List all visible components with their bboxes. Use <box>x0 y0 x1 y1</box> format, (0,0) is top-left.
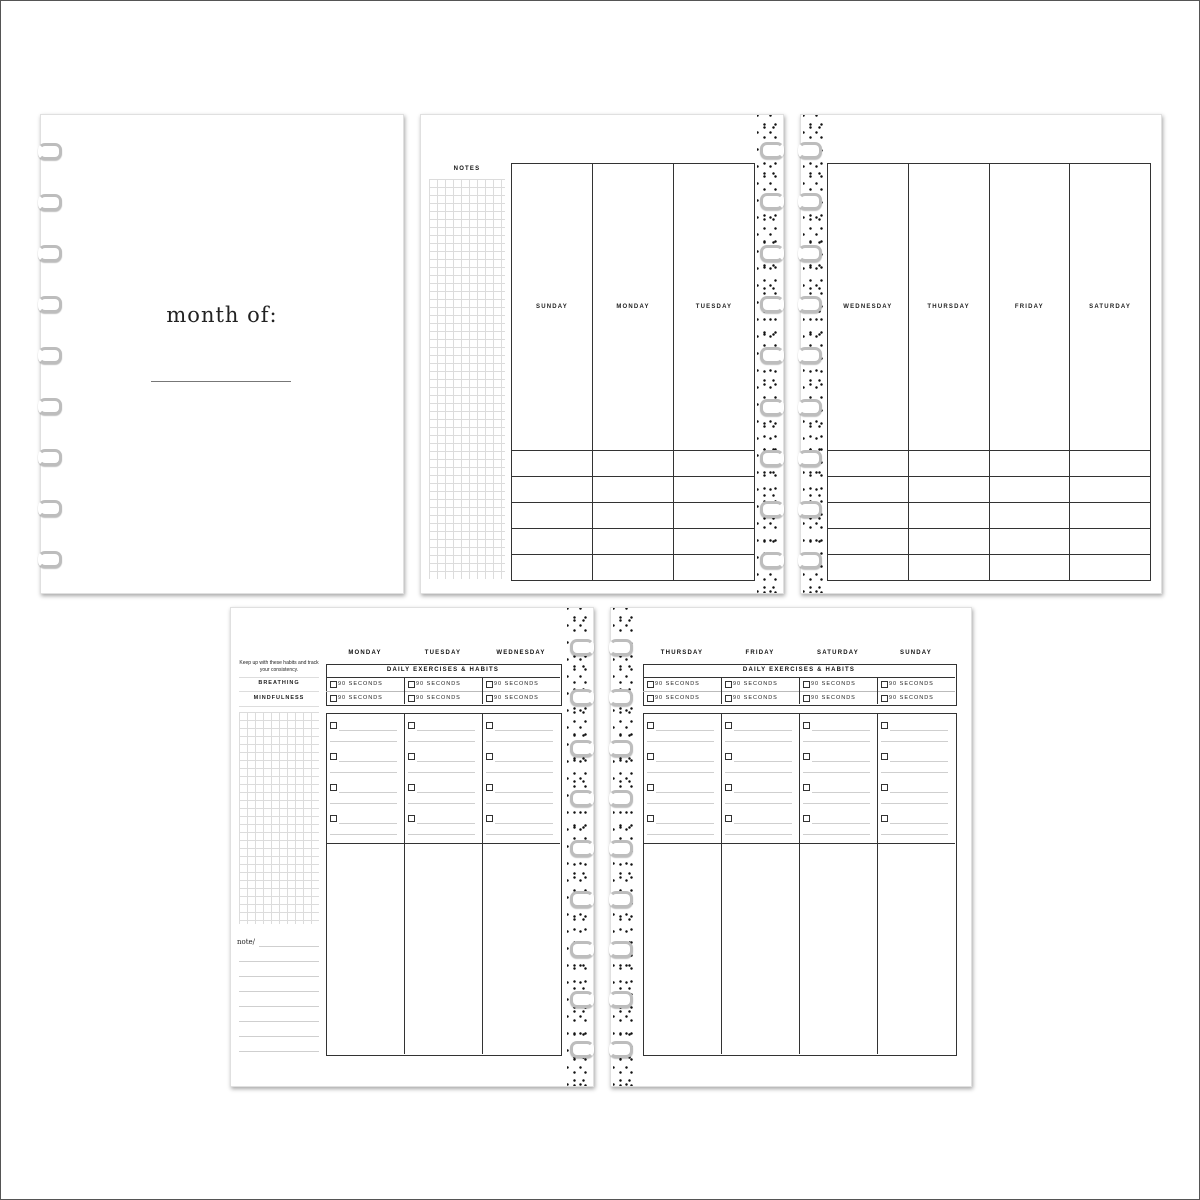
divider <box>877 677 878 704</box>
todo-line[interactable] <box>330 834 397 835</box>
calendar-week-row <box>828 450 1151 476</box>
binder-ring <box>798 193 822 210</box>
cover-page <box>40 114 404 594</box>
binder-ring <box>609 790 633 807</box>
monthly-calendar-right <box>827 163 1151 581</box>
binder-ring <box>798 552 822 569</box>
todo-checkbox[interactable] <box>408 815 415 822</box>
todo-line[interactable] <box>803 772 870 773</box>
habit-duration: 90 SECONDS <box>733 680 778 687</box>
calendar-week-row <box>512 502 755 528</box>
calendar-day-cell[interactable] <box>674 502 755 528</box>
calendar-day-cell[interactable] <box>908 528 989 554</box>
notes-grid[interactable] <box>239 712 319 924</box>
binder-ring <box>760 347 784 364</box>
note-line[interactable] <box>239 1051 319 1052</box>
monthly-calendar-left <box>511 163 755 581</box>
calendar-day-cell[interactable] <box>828 502 909 528</box>
binder-ring <box>798 347 822 364</box>
day-header-tuesday: TUESDAY <box>674 164 755 451</box>
binder-ring <box>609 941 633 958</box>
habit-duration: 90 SECONDS <box>889 694 934 701</box>
todo-line[interactable] <box>734 792 792 793</box>
todo-line[interactable] <box>812 823 870 824</box>
divider <box>239 706 319 707</box>
binder-ring <box>798 296 822 313</box>
day-header-wednesday: WEDNESDAY <box>496 650 546 656</box>
todo-line[interactable] <box>725 834 792 835</box>
day-header-sunday: SUNDAY <box>900 650 932 656</box>
habit-checkbox[interactable] <box>486 695 493 702</box>
todo-line[interactable] <box>408 741 475 742</box>
todo-checkbox[interactable] <box>647 815 654 822</box>
divider <box>721 713 722 1054</box>
todo-line[interactable] <box>725 772 792 773</box>
divider <box>326 691 560 692</box>
binder-ring <box>570 840 594 857</box>
todo-line[interactable] <box>417 761 475 762</box>
todo-line[interactable] <box>656 730 714 731</box>
todo-line[interactable] <box>890 792 948 793</box>
monthly-right-page <box>800 114 1162 594</box>
divider <box>482 677 483 704</box>
habit-duration: 90 SECONDS <box>416 680 461 687</box>
habit-checkbox[interactable] <box>803 681 810 688</box>
calendar-week-row <box>828 554 1151 580</box>
binder-ring <box>38 296 62 313</box>
todo-checkbox[interactable] <box>803 815 810 822</box>
binder-ring <box>570 740 594 757</box>
todo-line[interactable] <box>734 761 792 762</box>
todo-checkbox[interactable] <box>881 815 888 822</box>
todo-line[interactable] <box>486 834 553 835</box>
todo-line[interactable] <box>656 792 714 793</box>
todo-line[interactable] <box>647 834 714 835</box>
todo-line[interactable] <box>881 741 948 742</box>
binder-ring <box>798 501 822 518</box>
todo-line[interactable] <box>890 823 948 824</box>
calendar-day-cell[interactable] <box>674 528 755 554</box>
habits-section-title: DAILY EXERCISES & HABITS <box>386 667 500 673</box>
habit-duration: 90 SECONDS <box>494 694 539 701</box>
todo-line[interactable] <box>486 772 553 773</box>
habit-duration: 90 SECONDS <box>338 694 383 701</box>
habit-checkbox[interactable] <box>803 695 810 702</box>
binder-ring <box>760 142 784 159</box>
todo-line[interactable] <box>812 761 870 762</box>
todo-checkbox[interactable] <box>330 753 337 760</box>
todo-line[interactable] <box>725 803 792 804</box>
todo-checkbox[interactable] <box>408 784 415 791</box>
binder-ring <box>570 790 594 807</box>
weekly-right-page <box>610 607 972 1087</box>
calendar-day-cell[interactable] <box>989 502 1070 528</box>
todo-line[interactable] <box>647 803 714 804</box>
binder-ring <box>760 193 784 210</box>
todo-table <box>643 713 957 1056</box>
todo-checkbox[interactable] <box>486 784 493 791</box>
binder-ring <box>760 399 784 416</box>
weekly-left-page <box>230 607 594 1087</box>
habit-checkbox[interactable] <box>330 695 337 702</box>
calendar-week-row <box>512 476 755 502</box>
todo-checkbox[interactable] <box>486 722 493 729</box>
todo-line[interactable] <box>486 741 553 742</box>
note-line[interactable] <box>239 1036 319 1037</box>
binder-ring <box>760 552 784 569</box>
note-line[interactable] <box>239 991 319 992</box>
calendar-day-cell[interactable] <box>828 528 909 554</box>
divider <box>643 843 955 844</box>
todo-line[interactable] <box>734 730 792 731</box>
todo-table <box>326 713 562 1056</box>
todo-checkbox[interactable] <box>803 753 810 760</box>
calendar-day-cell[interactable] <box>908 476 989 502</box>
todo-checkbox[interactable] <box>725 722 732 729</box>
calendar-day-cell[interactable] <box>512 554 593 580</box>
binder-ring <box>570 1041 594 1058</box>
habit-duration: 90 SECONDS <box>811 680 856 687</box>
divider <box>326 677 560 678</box>
habit-checkbox[interactable] <box>725 681 732 688</box>
binder-ring <box>570 991 594 1008</box>
divider <box>404 677 405 704</box>
habit-duration: 90 SECONDS <box>655 680 700 687</box>
divider <box>404 713 405 1054</box>
day-header-wednesday: WEDNESDAY <box>828 164 909 451</box>
calendar-week-row <box>512 528 755 554</box>
binder-ring <box>38 398 62 415</box>
todo-checkbox[interactable] <box>881 784 888 791</box>
notes-label: NOTES <box>453 166 481 172</box>
calendar-day-cell[interactable] <box>989 476 1070 502</box>
habit-duration: 90 SECONDS <box>338 680 383 687</box>
day-header-monday: MONDAY <box>348 650 382 656</box>
divider <box>799 677 800 704</box>
binder-ring <box>760 296 784 313</box>
binder-ring <box>760 450 784 467</box>
calendar-day-cell[interactable] <box>828 450 909 476</box>
calendar-day-cell[interactable] <box>674 554 755 580</box>
day-header-friday: FRIDAY <box>745 650 775 656</box>
calendar-day-cell[interactable] <box>989 554 1070 580</box>
calendar-day-cell[interactable] <box>512 450 593 476</box>
binder-ring <box>38 143 62 160</box>
calendar-day-cell[interactable] <box>1070 502 1151 528</box>
todo-line[interactable] <box>330 772 397 773</box>
calendar-day-cell[interactable] <box>512 502 593 528</box>
binder-ring <box>609 639 633 656</box>
binder-ring <box>798 450 822 467</box>
calendar-day-cell[interactable] <box>989 528 1070 554</box>
todo-line[interactable] <box>339 761 397 762</box>
calendar-week-row <box>512 450 755 476</box>
todo-line[interactable] <box>417 823 475 824</box>
divider <box>877 713 878 1054</box>
todo-line[interactable] <box>803 803 870 804</box>
todo-line[interactable] <box>647 741 714 742</box>
habit-checkbox[interactable] <box>725 695 732 702</box>
binder-ring <box>570 689 594 706</box>
binder-ring <box>760 245 784 262</box>
habit-checkbox[interactable] <box>330 681 337 688</box>
todo-checkbox[interactable] <box>881 722 888 729</box>
habit-checkbox[interactable] <box>647 681 654 688</box>
calendar-week-row <box>512 554 755 580</box>
todo-checkbox[interactable] <box>725 815 732 822</box>
day-header-thursday: THURSDAY <box>908 164 989 451</box>
binder-ring <box>609 1041 633 1058</box>
todo-line[interactable] <box>330 803 397 804</box>
day-header-monday: MONDAY <box>593 164 674 451</box>
note-line[interactable] <box>239 1006 319 1007</box>
todo-checkbox[interactable] <box>330 722 337 729</box>
binder-ring <box>609 991 633 1008</box>
day-header-friday: FRIDAY <box>989 164 1070 451</box>
habits-intro-text: Keep up with these habits and track your consistency. <box>239 660 319 673</box>
day-header-thursday: THURSDAY <box>660 650 704 656</box>
todo-checkbox[interactable] <box>408 722 415 729</box>
binder-ring <box>798 399 822 416</box>
habit-duration: 90 SECONDS <box>889 680 934 687</box>
habit-duration: 90 SECONDS <box>811 694 856 701</box>
calendar-day-cell[interactable] <box>1070 476 1151 502</box>
day-header-saturday: SATURDAY <box>817 650 859 656</box>
todo-line[interactable] <box>734 823 792 824</box>
todo-checkbox[interactable] <box>486 753 493 760</box>
todo-line[interactable] <box>408 772 475 773</box>
note-line[interactable] <box>239 976 319 977</box>
todo-line[interactable] <box>495 792 553 793</box>
month-write-line[interactable] <box>151 381 291 382</box>
todo-checkbox[interactable] <box>803 722 810 729</box>
habit-checkbox[interactable] <box>647 695 654 702</box>
todo-line[interactable] <box>647 772 714 773</box>
note-line[interactable] <box>239 961 319 962</box>
todo-line[interactable] <box>725 741 792 742</box>
todo-checkbox[interactable] <box>408 753 415 760</box>
calendar-day-cell[interactable] <box>674 476 755 502</box>
calendar-day-cell[interactable] <box>908 554 989 580</box>
todo-line[interactable] <box>812 792 870 793</box>
divider <box>239 691 319 692</box>
binder-ring <box>798 142 822 159</box>
habit-checkbox[interactable] <box>881 695 888 702</box>
habit-duration: 90 SECONDS <box>733 694 778 701</box>
calendar-week-row <box>828 502 1151 528</box>
binder-ring <box>38 449 62 466</box>
todo-line[interactable] <box>656 823 714 824</box>
calendar-day-cell[interactable] <box>674 450 755 476</box>
todo-checkbox[interactable] <box>486 815 493 822</box>
binder-ring <box>609 689 633 706</box>
calendar-day-cell[interactable] <box>828 554 909 580</box>
todo-line[interactable] <box>417 792 475 793</box>
habit-label-mindfulness: MINDFULNESS <box>253 695 305 701</box>
todo-line[interactable] <box>803 834 870 835</box>
todo-line[interactable] <box>339 792 397 793</box>
todo-line[interactable] <box>881 834 948 835</box>
todo-line[interactable] <box>495 823 553 824</box>
divider <box>239 677 319 678</box>
todo-line[interactable] <box>812 730 870 731</box>
todo-line[interactable] <box>486 803 553 804</box>
habit-duration: 90 SECONDS <box>655 694 700 701</box>
todo-line[interactable] <box>803 741 870 742</box>
calendar-day-cell[interactable] <box>989 450 1070 476</box>
todo-line[interactable] <box>330 741 397 742</box>
todo-line[interactable] <box>495 730 553 731</box>
notes-grid[interactable] <box>429 179 505 579</box>
habit-checkbox[interactable] <box>408 681 415 688</box>
month-of-title: month of: <box>166 303 278 327</box>
day-header-sunday: SUNDAY <box>512 164 593 451</box>
note-line[interactable] <box>239 1021 319 1022</box>
binder-ring <box>38 500 62 517</box>
day-header-saturday: SATURDAY <box>1070 164 1151 451</box>
todo-line[interactable] <box>881 803 948 804</box>
todo-checkbox[interactable] <box>803 784 810 791</box>
todo-line[interactable] <box>339 823 397 824</box>
divider <box>482 713 483 1054</box>
todo-checkbox[interactable] <box>330 815 337 822</box>
binder-ring <box>798 245 822 262</box>
habit-checkbox[interactable] <box>881 681 888 688</box>
calendar-day-cell[interactable] <box>828 476 909 502</box>
todo-line[interactable] <box>656 761 714 762</box>
todo-checkbox[interactable] <box>881 753 888 760</box>
todo-checkbox[interactable] <box>725 784 732 791</box>
divider <box>799 713 800 1054</box>
todo-checkbox[interactable] <box>725 753 732 760</box>
calendar-week-row <box>828 528 1151 554</box>
calendar-day-cell[interactable] <box>908 502 989 528</box>
calendar-day-cell[interactable] <box>593 554 674 580</box>
todo-line[interactable] <box>408 834 475 835</box>
todo-checkbox[interactable] <box>647 784 654 791</box>
todo-line[interactable] <box>890 761 948 762</box>
binder-ring <box>570 639 594 656</box>
binder-ring <box>570 941 594 958</box>
calendar-day-cell[interactable] <box>593 476 674 502</box>
todo-line[interactable] <box>417 730 475 731</box>
todo-checkbox[interactable] <box>330 784 337 791</box>
calendar-day-cell[interactable] <box>512 528 593 554</box>
habit-checkbox[interactable] <box>486 681 493 688</box>
calendar-day-cell[interactable] <box>908 450 989 476</box>
calendar-day-cell[interactable] <box>1070 528 1151 554</box>
binder-ring <box>38 347 62 364</box>
divider <box>721 677 722 704</box>
calendar-day-cell[interactable] <box>512 476 593 502</box>
todo-checkbox[interactable] <box>647 753 654 760</box>
habit-duration: 90 SECONDS <box>494 680 539 687</box>
calendar-day-cell[interactable] <box>1070 554 1151 580</box>
habit-label-breathing: BREATHING <box>258 680 300 686</box>
todo-line[interactable] <box>339 730 397 731</box>
todo-line[interactable] <box>890 730 948 731</box>
binder-ring <box>570 891 594 908</box>
todo-line[interactable] <box>408 803 475 804</box>
divider <box>326 843 560 844</box>
binder-ring <box>760 501 784 518</box>
note-label: note/ <box>236 938 256 946</box>
calendar-day-cell[interactable] <box>1070 450 1151 476</box>
habit-checkbox[interactable] <box>408 695 415 702</box>
todo-line[interactable] <box>881 772 948 773</box>
binder-ring <box>38 245 62 262</box>
calendar-day-cell[interactable] <box>593 450 674 476</box>
habit-duration: 90 SECONDS <box>416 694 461 701</box>
calendar-day-cell[interactable] <box>593 502 674 528</box>
habits-section-title: DAILY EXERCISES & HABITS <box>742 667 856 673</box>
binder-ring <box>38 194 62 211</box>
note-line[interactable] <box>259 946 319 947</box>
binder-ring <box>609 740 633 757</box>
binder-ring <box>38 551 62 568</box>
todo-line[interactable] <box>495 761 553 762</box>
day-header-tuesday: TUESDAY <box>424 650 462 656</box>
monthly-left-page <box>420 114 784 594</box>
calendar-day-cell[interactable] <box>593 528 674 554</box>
binder-ring <box>609 891 633 908</box>
binder-ring <box>609 840 633 857</box>
todo-checkbox[interactable] <box>647 722 654 729</box>
calendar-week-row <box>828 476 1151 502</box>
